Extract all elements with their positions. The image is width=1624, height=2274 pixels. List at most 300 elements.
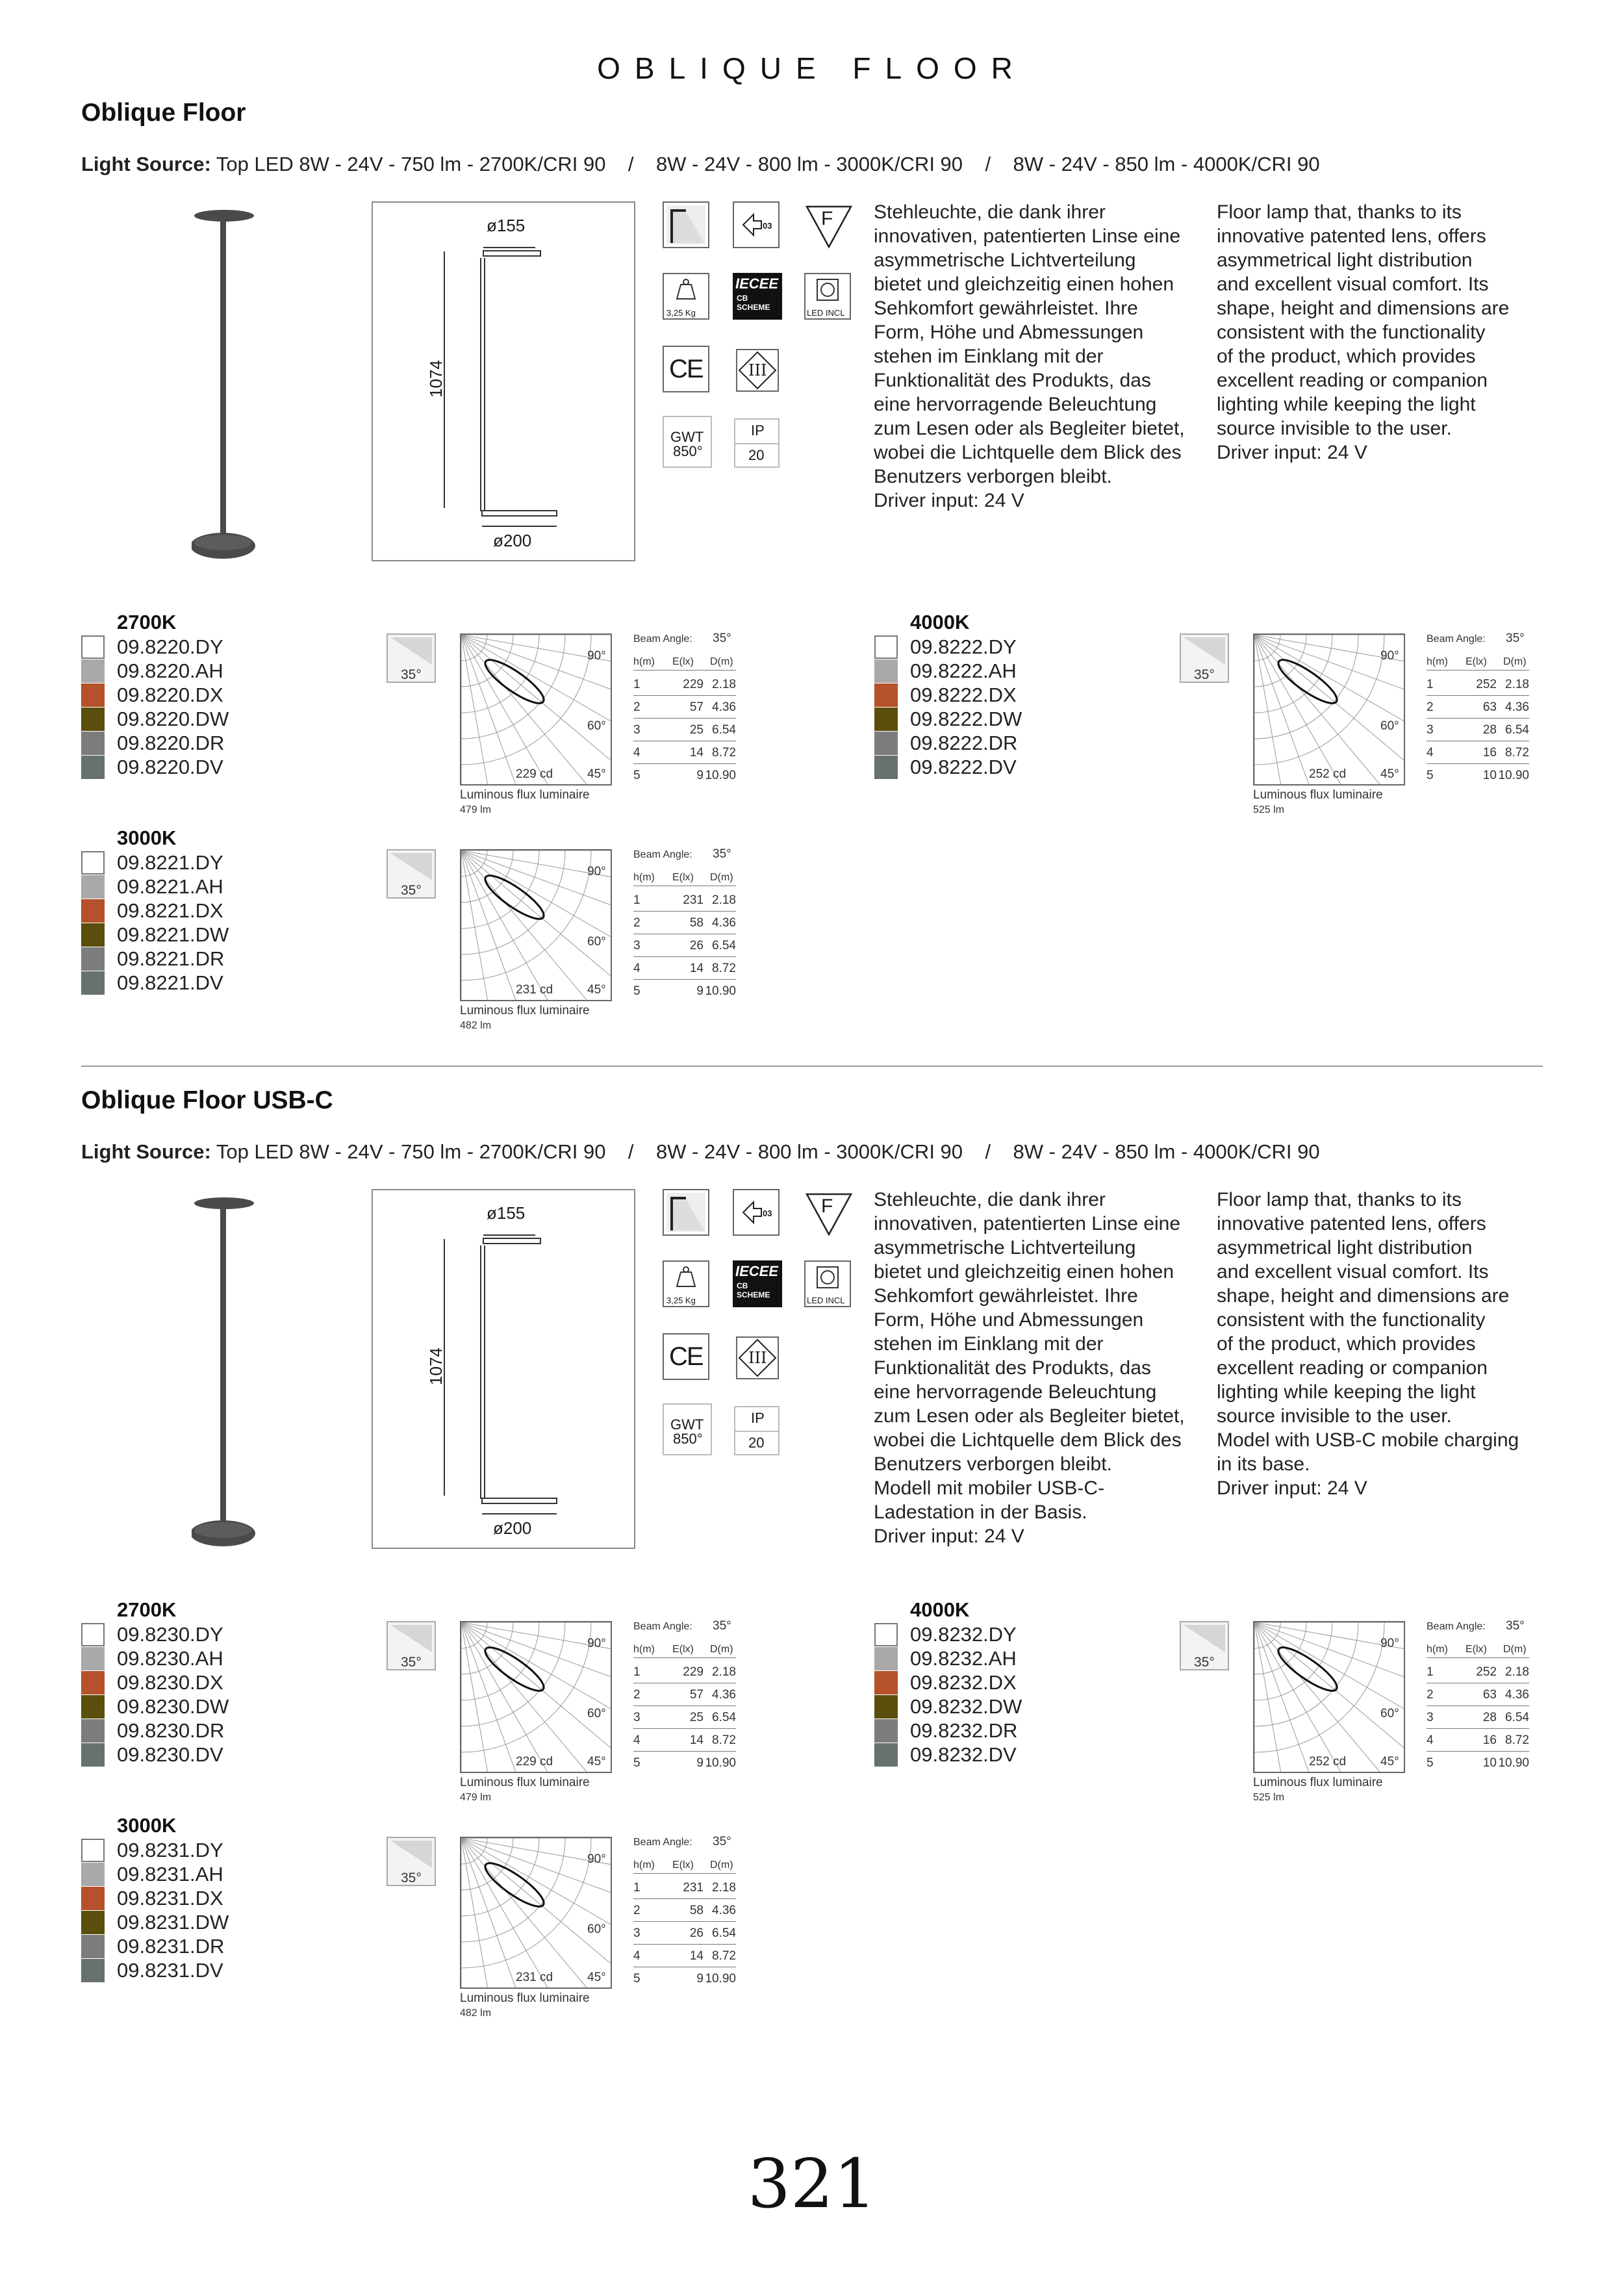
cert-number: 03	[763, 221, 772, 231]
table-cell-illuminance: 9	[696, 984, 704, 998]
table-cell-height: 2	[633, 700, 641, 714]
article-code: 09.8221.DW	[117, 923, 229, 946]
table-cell-height: 2	[633, 916, 641, 930]
table-rule	[1427, 670, 1529, 671]
article-code: 09.8230.AH	[117, 1647, 223, 1670]
lamp-head-outline	[483, 1238, 540, 1244]
polar-spoke	[461, 850, 599, 1000]
article-code-row	[81, 1670, 341, 1694]
article-code: 09.8232.DY	[910, 1623, 1017, 1646]
beam-angle-label: Beam Angle:	[1427, 633, 1486, 645]
article-code-row	[874, 755, 1134, 779]
table-cell-height: 1	[1427, 1665, 1434, 1679]
table-cell-illuminance: 14	[689, 1733, 704, 1747]
table-cell-illuminance: 231	[683, 1881, 704, 1895]
dim-top-label: ø155	[487, 216, 526, 235]
photometric-table	[1427, 633, 1529, 783]
table-cell-illuminance: 10	[1482, 1756, 1497, 1770]
finish-swatch	[81, 708, 105, 731]
gwt-icon	[663, 1403, 712, 1455]
class-iii-label: III	[748, 361, 767, 379]
article-code: 09.8232.DX	[910, 1671, 1017, 1694]
table-rule	[633, 1728, 736, 1729]
table-header-d: D(m)	[710, 656, 733, 667]
article-code: 09.8232.DR	[910, 1719, 1018, 1742]
page-number: 321	[747, 2144, 877, 2223]
lamp-base-top	[194, 535, 251, 550]
polar-spoke	[1254, 1622, 1392, 1772]
weight-label: 3,25 Kg	[666, 1296, 696, 1305]
polar-diagram	[1253, 1621, 1405, 1773]
f-mark-icon	[804, 1189, 854, 1238]
article-code: 09.8231.DY	[117, 1839, 223, 1861]
cb-text: CB	[737, 1281, 748, 1290]
table-cell-diameter: 4.36	[1505, 700, 1529, 714]
beam-angle-icon	[387, 1837, 436, 1886]
table-cell-illuminance: 26	[689, 939, 704, 952]
table-rule	[633, 1657, 736, 1658]
article-code: 09.8222.AH	[910, 659, 1017, 682]
article-code-row	[81, 731, 341, 755]
polar-candela: 229 cd	[516, 767, 553, 781]
table-cell-illuminance: 252	[1476, 678, 1497, 691]
article-code-row	[81, 1958, 341, 1982]
table-cell-height: 1	[633, 1665, 641, 1679]
beam-angle-icon-label: 35°	[401, 1871, 422, 1885]
light-source-line	[81, 1140, 1320, 1164]
article-code-row	[81, 899, 341, 923]
article-code: 09.8222.DW	[910, 708, 1022, 730]
table-cell-height: 5	[633, 769, 641, 782]
asymmetric-light-icon	[663, 1189, 709, 1236]
table-cell-illuminance: 229	[683, 1665, 704, 1679]
finish-swatch	[874, 708, 898, 731]
table-cell-height: 2	[633, 1688, 641, 1702]
asymmetric-light-icon	[663, 201, 709, 248]
polar-candela: 252 cd	[1309, 1755, 1347, 1769]
table-rule	[1427, 718, 1529, 719]
article-code: 09.8220.DR	[117, 732, 225, 754]
beam-angle-icon-label: 35°	[1194, 667, 1215, 682]
iecee-cb-scheme-logo	[733, 273, 782, 320]
article-code-row	[81, 1743, 341, 1767]
finish-swatch	[874, 1695, 898, 1718]
table-cell-illuminance: 14	[689, 1949, 704, 1963]
beam-angle-label: Beam Angle:	[633, 1837, 692, 1848]
gwt-temp-label: 850°	[673, 1431, 703, 1447]
table-rule	[633, 695, 736, 696]
luminous-flux-value: 525 lm	[1253, 804, 1285, 815]
dim-height-label: 1074	[426, 360, 446, 398]
table-cell-illuminance: 229	[683, 678, 704, 691]
beam-glyph	[1181, 1622, 1228, 1654]
color-temperature-title: 2700K	[117, 611, 177, 633]
table-rule	[1427, 763, 1529, 764]
asymmetric-light-glyph	[664, 1190, 708, 1234]
beam-angle-icon-label: 35°	[401, 883, 422, 898]
color-temperature-title: 4000K	[910, 611, 970, 633]
table-rule	[633, 1873, 736, 1874]
table-cell-illuminance: 63	[1482, 1688, 1497, 1702]
table-cell-diameter: 2.18	[712, 1665, 736, 1679]
table-cell-illuminance: 16	[1482, 1733, 1497, 1747]
finish-swatch	[81, 923, 105, 947]
photometric-table	[633, 1621, 736, 1770]
article-code-row	[81, 659, 341, 683]
iecee-cb-scheme-logo	[733, 1260, 782, 1307]
cert-number: 03	[763, 1208, 772, 1218]
table-cell-illuminance: 63	[1482, 700, 1497, 714]
ip-label: IP	[751, 422, 765, 439]
article-code: 09.8221.AH	[117, 875, 223, 898]
article-code-row	[81, 1694, 341, 1718]
finish-swatch	[874, 1623, 898, 1646]
dim-height-label: 1074	[426, 1348, 446, 1385]
f-mark-label: F	[821, 208, 833, 229]
table-cell-illuminance: 9	[696, 769, 704, 782]
dimension-lines	[373, 1190, 634, 1548]
iecee-text: IECEE	[735, 275, 779, 292]
beam-glyph	[388, 850, 435, 882]
table-cell-diameter: 2.18	[712, 893, 736, 907]
polar-label-60: 60°	[587, 719, 606, 733]
article-code: 09.8231.DX	[117, 1887, 223, 1910]
finish-swatch	[81, 756, 105, 779]
polar-label-45: 45°	[587, 767, 606, 781]
luminous-flux-value: 482 lm	[460, 2008, 492, 2019]
table-cell-diameter: 8.72	[1505, 746, 1529, 760]
polar-spoke	[461, 1838, 599, 1987]
luminous-flux	[1253, 788, 1383, 817]
polar-label-60: 60°	[587, 1923, 606, 1936]
article-code-row	[874, 659, 1134, 683]
f-mark-icon	[804, 201, 854, 251]
table-header-h: h(m)	[633, 872, 655, 883]
photometric-table	[633, 1837, 736, 1986]
color-temperature-title: 3000K	[117, 826, 177, 849]
finish-swatch	[81, 683, 105, 707]
light-source-line	[81, 153, 1320, 176]
table-cell-diameter: 6.54	[712, 939, 736, 952]
article-code-row	[81, 707, 341, 731]
finish-swatch	[81, 659, 105, 683]
table-header-d: D(m)	[710, 1644, 733, 1655]
finish-swatch	[874, 635, 898, 659]
table-cell-height: 1	[1427, 678, 1434, 691]
table-cell-diameter: 6.54	[1505, 723, 1529, 737]
table-cell-diameter: 8.72	[712, 1949, 736, 1963]
table-cell-diameter: 4.36	[712, 700, 736, 714]
article-code: 09.8220.AH	[117, 659, 223, 682]
weight-glyph	[664, 274, 708, 307]
ip-rating-icon	[734, 418, 780, 468]
dim-base-label: ø200	[493, 1518, 532, 1538]
led-glyph	[806, 274, 850, 307]
ce-mark-icon	[663, 346, 709, 392]
color-temperature-title: 4000K	[910, 1598, 970, 1621]
table-cell-illuminance: 14	[689, 962, 704, 975]
table-cell-height: 5	[633, 984, 641, 998]
finish-swatch	[81, 1839, 105, 1862]
light-distribution-curve	[1273, 1641, 1342, 1698]
polar-spoke	[461, 635, 568, 784]
article-code-row	[81, 1838, 341, 1862]
polar-label-45: 45°	[1380, 1755, 1399, 1769]
polar-label-90: 90°	[1380, 649, 1399, 663]
finish-swatch	[81, 851, 105, 875]
article-code-row	[81, 1886, 341, 1910]
beam-angle-value: 35°	[713, 847, 731, 861]
article-code: 09.8221.DV	[117, 971, 223, 994]
article-code-row	[81, 1862, 341, 1886]
polar-label-90: 90°	[587, 1637, 606, 1650]
finish-swatch	[874, 1647, 898, 1670]
table-cell-diameter: 8.72	[712, 1733, 736, 1747]
table-cell-illuminance: 57	[689, 700, 704, 714]
polar-diagram	[460, 1837, 612, 1989]
article-code-row	[874, 1670, 1134, 1694]
table-cell-height: 5	[1427, 1756, 1434, 1770]
luminous-flux-label: Luminous flux luminaire	[460, 1004, 590, 1017]
dim-top-label: ø155	[487, 1203, 526, 1223]
article-code: 09.8230.DY	[117, 1623, 223, 1646]
table-cell-illuminance: 10	[1482, 769, 1497, 782]
polar-label-45: 45°	[587, 1755, 606, 1769]
lamp-stem	[220, 218, 226, 536]
ip-label: IP	[751, 1410, 765, 1426]
table-cell-diameter: 6.54	[1505, 1711, 1529, 1724]
finish-swatch	[81, 1671, 105, 1694]
finish-swatch	[81, 732, 105, 755]
table-header-h: h(m)	[1427, 656, 1448, 667]
table-cell-illuminance: 9	[696, 1756, 704, 1770]
scheme-text: SCHEME	[737, 303, 770, 312]
beam-angle-icon	[387, 1621, 436, 1670]
article-code: 09.8230.DX	[117, 1671, 223, 1694]
finish-swatch	[81, 1959, 105, 1982]
article-code-row	[81, 635, 341, 659]
section-title: Oblique Floor USB-C	[81, 1086, 333, 1114]
table-cell-height: 4	[633, 1949, 641, 1963]
description-de: Stehleuchte, die dank ihrer innovativen, patentierten Linse eine asymmetrische Lichtverteilung bietet und gleichzeitig einen hohen Sehkomfort gewährleistet. Ihre Form, Höhe und Abmessungen stehen im Einklang mit der Funktionalität des Produkts, das eine hervorragende Beleuchtung zum Lesen oder als Begleiter bietet, wobei die Lichtquelle dem Blick des Benutzers verborgen bleibt. Driver input: 24 V	[874, 201, 1185, 511]
beam-glyph	[388, 1838, 435, 1869]
table-cell-illuminance: 231	[683, 893, 704, 907]
table-cell-illuminance: 252	[1476, 1665, 1497, 1679]
article-code-row	[81, 923, 341, 947]
polar-label-45: 45°	[587, 1971, 606, 1984]
polar-spoke	[1254, 635, 1392, 784]
gwt-temp-label: 850°	[673, 443, 703, 459]
article-code-row	[81, 947, 341, 971]
finish-swatch	[874, 1743, 898, 1767]
table-rule	[633, 911, 736, 912]
table-header-d: D(m)	[710, 872, 733, 883]
table-cell-illuminance: 58	[689, 1904, 704, 1917]
finish-swatch	[81, 947, 105, 971]
light-distribution-curve	[480, 654, 549, 710]
table-cell-height: 3	[1427, 723, 1434, 737]
luminous-flux	[460, 1991, 590, 2021]
article-code-row	[81, 1646, 341, 1670]
table-cell-diameter: 6.54	[712, 723, 736, 737]
article-code-row	[81, 1622, 341, 1646]
article-code: 09.8232.DW	[910, 1695, 1022, 1718]
article-code-row	[874, 1718, 1134, 1743]
article-code-row	[874, 683, 1134, 707]
table-cell-diameter: 4.36	[712, 916, 736, 930]
table-cell-diameter: 4.36	[712, 1688, 736, 1702]
table-header-d: D(m)	[710, 1859, 733, 1871]
photometric-table	[633, 633, 736, 783]
beam-angle-value: 35°	[1506, 632, 1525, 645]
article-code: 09.8230.DV	[117, 1743, 223, 1766]
polar-spoke	[461, 1622, 568, 1772]
luminous-flux-value: 479 lm	[460, 804, 492, 815]
luminous-flux	[1253, 1776, 1383, 1805]
table-cell-height: 3	[1427, 1711, 1434, 1724]
beam-angle-icon-label: 35°	[1194, 1655, 1215, 1670]
luminous-flux-value: 482 lm	[460, 1020, 492, 1031]
table-cell-height: 1	[633, 1881, 641, 1895]
table-cell-diameter: 6.54	[712, 1926, 736, 1940]
led-included-icon	[804, 1260, 851, 1307]
polar-spoke	[461, 1838, 568, 1987]
gwt-label: GWT	[670, 1416, 704, 1433]
article-code: 09.8231.DV	[117, 1959, 223, 1982]
article-code-row	[81, 971, 341, 995]
light-distribution-curve	[1273, 654, 1342, 710]
table-cell-diameter: 2.18	[712, 678, 736, 691]
polar-label-45: 45°	[587, 983, 606, 997]
ip-divider	[735, 443, 778, 444]
light-source-label: Light Source:	[81, 1140, 211, 1163]
table-cell-height: 2	[1427, 1688, 1434, 1702]
beam-angle-icon	[387, 849, 436, 899]
article-code: 09.8221.DR	[117, 947, 225, 970]
table-cell-diameter: 4.36	[712, 1904, 736, 1917]
finish-swatch	[874, 756, 898, 779]
table-rule	[1427, 1728, 1529, 1729]
led-incl-label: LED INCL	[807, 1296, 845, 1305]
finish-swatch	[874, 1719, 898, 1743]
beam-angle-value: 35°	[713, 1835, 731, 1848]
section-title: Oblique Floor	[81, 99, 246, 127]
article-code: 09.8230.DW	[117, 1695, 229, 1718]
lamp-stem	[220, 1205, 226, 1524]
beam-angle-label: Beam Angle:	[633, 633, 692, 645]
table-cell-height: 2	[1427, 700, 1434, 714]
table-cell-diameter: 10.90	[705, 984, 736, 998]
luminous-flux-label: Luminous flux luminaire	[1253, 788, 1383, 802]
ip-value: 20	[748, 447, 765, 463]
lamp-image	[192, 1179, 283, 1550]
table-cell-height: 4	[633, 746, 641, 760]
table-cell-illuminance: 25	[689, 1711, 704, 1724]
certification-icon	[733, 1189, 780, 1236]
table-cell-diameter: 2.18	[1505, 678, 1529, 691]
table-cell-height: 5	[1427, 769, 1434, 782]
finish-swatch	[81, 1887, 105, 1910]
article-code-row	[81, 755, 341, 779]
beam-angle-icon-label: 35°	[401, 1655, 422, 1670]
table-cell-height: 1	[633, 893, 641, 907]
beam-angle-icon-label: 35°	[401, 667, 422, 682]
page-title: OBLIQUE FLOOR	[597, 51, 1027, 85]
light-distribution-curve	[480, 1641, 549, 1698]
beam-angle-value: 35°	[713, 1619, 731, 1633]
table-cell-illuminance: 57	[689, 1688, 704, 1702]
polar-label-90: 90°	[587, 865, 606, 878]
table-rule	[633, 956, 736, 957]
polar-label-90: 90°	[587, 1852, 606, 1866]
article-code: 09.8232.AH	[910, 1647, 1017, 1670]
f-mark-label: F	[821, 1195, 833, 1217]
article-code-row	[81, 875, 341, 899]
table-cell-diameter: 8.72	[712, 746, 736, 760]
table-rule	[633, 1751, 736, 1752]
weight-icon	[663, 273, 709, 320]
table-cell-illuminance: 28	[1482, 1711, 1497, 1724]
dimension-lines	[373, 203, 634, 560]
table-header-d: D(m)	[1503, 1644, 1527, 1655]
article-code: 09.8222.DR	[910, 732, 1018, 754]
table-header-e: E(lx)	[1465, 1644, 1487, 1655]
ce-label: CE	[669, 355, 703, 383]
table-header-e: E(lx)	[672, 1644, 694, 1655]
article-code: 09.8232.DV	[910, 1743, 1017, 1766]
class-iii-icon	[733, 346, 782, 395]
finish-swatch	[81, 1719, 105, 1743]
beam-glyph	[388, 635, 435, 666]
ip-value: 20	[748, 1435, 765, 1451]
table-cell-illuminance: 16	[1482, 746, 1497, 760]
weight-label: 3,25 Kg	[666, 308, 696, 318]
table-rule	[633, 763, 736, 764]
table-header-d: D(m)	[1503, 656, 1527, 667]
table-rule	[633, 718, 736, 719]
table-cell-illuminance: 14	[689, 746, 704, 760]
table-header-h: h(m)	[1427, 1644, 1448, 1655]
beam-angle-value: 35°	[1506, 1619, 1525, 1633]
table-header-h: h(m)	[633, 1644, 655, 1655]
table-cell-diameter: 8.72	[1505, 1733, 1529, 1747]
polar-candela: 229 cd	[516, 1755, 553, 1769]
finish-swatch	[81, 1623, 105, 1646]
table-cell-height: 3	[633, 723, 641, 737]
polar-diagram	[460, 849, 612, 1001]
light-distribution-curve	[480, 1857, 549, 1913]
article-code: 09.8220.DY	[117, 635, 223, 658]
table-cell-illuminance: 9	[696, 1972, 704, 1986]
ip-rating-icon	[734, 1406, 780, 1455]
article-code-row	[874, 635, 1134, 659]
table-header-e: E(lx)	[672, 872, 694, 883]
polar-diagram	[1253, 633, 1405, 786]
iecee-text: IECEE	[735, 1263, 779, 1279]
base-outline	[482, 511, 557, 516]
article-code: 09.8231.DR	[117, 1935, 225, 1958]
table-header-h: h(m)	[633, 1859, 655, 1871]
luminous-flux-label: Luminous flux luminaire	[1253, 1776, 1383, 1789]
luminous-flux-value: 525 lm	[1253, 1792, 1285, 1803]
table-header-e: E(lx)	[672, 1859, 694, 1871]
article-code-row	[874, 1622, 1134, 1646]
luminous-flux	[460, 1004, 590, 1033]
article-code: 09.8220.DW	[117, 708, 229, 730]
article-code: 09.8231.AH	[117, 1863, 223, 1885]
table-cell-illuminance: 58	[689, 916, 704, 930]
table-cell-height: 5	[633, 1756, 641, 1770]
